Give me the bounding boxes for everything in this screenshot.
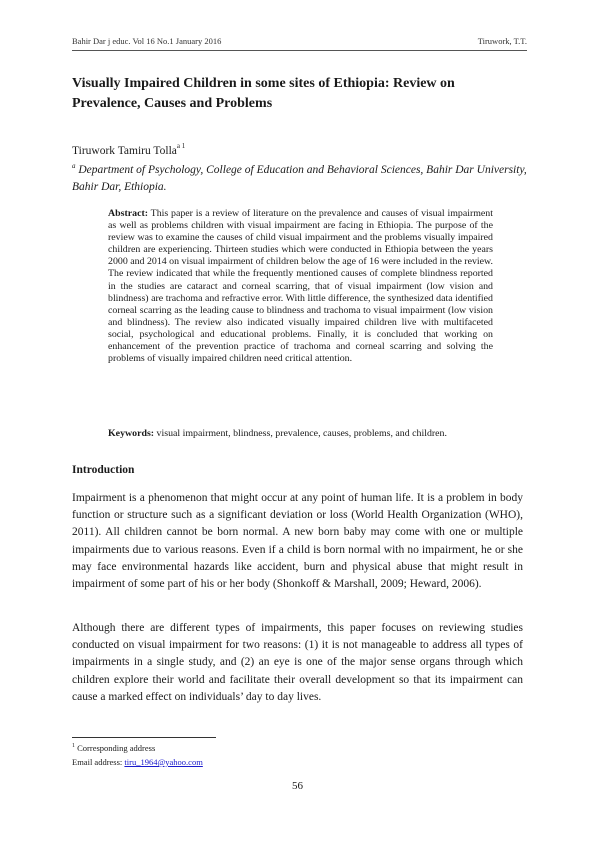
- paragraph: Although there are different types of impairments, this paper focuses on reviewing studies conducted on visual impairment for two reasons: (1) it is not manageable to address all types of impairments in a single study, and (2) an eye is one of the major sense organs through which children explore their world and facilitate their overall development so that its impairment can cause a marked effect on individuals’ day to day lives.: [72, 622, 523, 703]
- footnote-rule: [72, 737, 216, 738]
- footnote-marker: 1: [72, 743, 75, 749]
- affiliation-marker: a: [72, 162, 76, 170]
- page-number: 56: [292, 780, 303, 792]
- abstract: [108, 208, 493, 365]
- running-header-journal: Bahir Dar j educ. Vol 16 No.1 January 2016: [72, 36, 222, 46]
- abstract-text: This paper is a review of literature on the prevalence and causes of visual impairment as well as problems children with visual impairment are facing in Ethiopia. The purpose of the review was to examine the causes of child visual impairment and the problems visually impaired children are experiencing. Thirteen studies which were conducted in Ethiopia between the years 2000 and 2014 on visual impairment of children below the age of 16 were included in the review. The review indicated that while the frequently mentioned causes of complete blindness reported in the studies are cataract and corneal scarring, that of visual impairment (low vision and blindness) are trachoma and refractive error. With little difference, the synthesized data identified corneal scarring as the leading cause to blindness and trachoma to visual impairment (low vision and blindness). The review also indicated visually impaired children live with multifaceted social, psychological and educational problems. Finally, it is concluded that working on enhancement of the prevention practice of trachoma and corneal scarring and solving the problems of visually impaired children need critical attention.: [108, 208, 493, 365]
- author-superscript: a 1: [176, 142, 186, 150]
- affiliation: [72, 158, 532, 196]
- email-link[interactable]: tiru_1964@yahoo.com: [124, 757, 203, 767]
- keywords-text: visual impairment, blindness, prevalence, causes, problems, and children.: [156, 428, 447, 439]
- running-header-author: Tiruwork, T.T.: [477, 36, 527, 46]
- affiliation-text: Department of Psychology, College of Education and Behavioral Sciences, Bahir Dar University, Bahir Dar, Ethiopia.: [72, 164, 527, 193]
- author-line: [72, 142, 185, 157]
- paper-title: Visually Impaired Children in some sites of Ethiopia: Review on Prevalence, Causes and Problems: [72, 76, 455, 111]
- abstract-label: Abstract:: [108, 208, 149, 219]
- footnote-text: Corresponding address: [77, 743, 156, 753]
- header-rule: [72, 50, 527, 51]
- author-name: Tiruwork Tamiru Tolla: [72, 145, 177, 157]
- email-label: Email address:: [72, 757, 123, 767]
- keywords: [108, 428, 508, 439]
- paragraph: Impairment is a phenomenon that might occur at any point of human life. It is a problem in body function or structure such as a significant deviation or loss (World Health Organization (WHO), 2011). All children cannot be born normal. A new born baby may come with one or multiple impairments due to various reasons. Even if a child is born normal with no impairment, he or she may face environmental hazards like accident, burn and physical abuse that might result in impairment of some part of his or her body (Shonkoff & Marshall, 2009; Heward, 2006).: [72, 492, 523, 591]
- footnote-corresponding: [72, 743, 155, 753]
- section-heading-introduction: Introduction: [72, 464, 135, 476]
- keywords-label: Keywords:: [108, 428, 155, 439]
- footnote-email: [72, 757, 203, 767]
